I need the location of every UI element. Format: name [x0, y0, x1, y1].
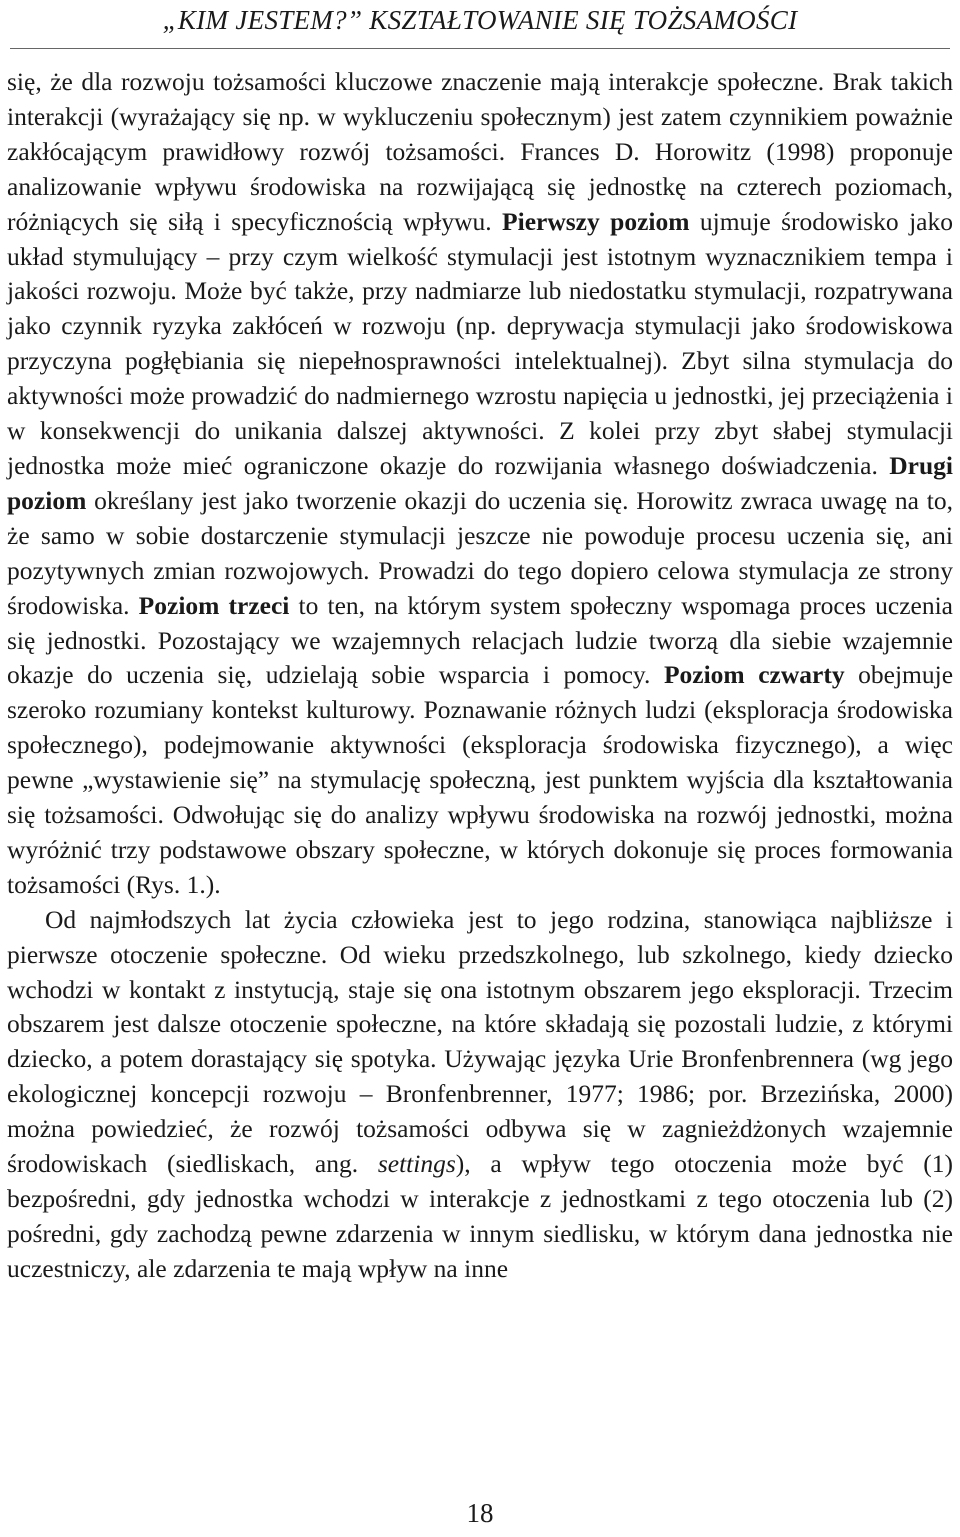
bold-term-first-level: Pierwszy poziom — [502, 206, 690, 236]
paragraph-1 — [7, 65, 953, 903]
italic-term-settings: settings — [377, 1149, 456, 1179]
paragraph-2 — [7, 903, 953, 1287]
body-text — [7, 65, 953, 1287]
bold-term-third-level: Poziom trzeci — [138, 590, 290, 620]
bold-term-second-level: Drugi poziom — [7, 450, 953, 515]
text-span: określany jest jako tworzenie okazji do uczenia się. Horowitz zwraca uwagę na to, że samo w sobie dostarczenie stymulacji jeszcze nie powoduje procesu uczenia się, ani pozytywnych zmian rozwojowych. Prowadzi do tego dopiero celowa stymulacja ze strony środowiska. — [7, 485, 953, 620]
page-number: 18 — [466, 1498, 494, 1528]
text-span: ), a wpływ tego otoczenia może być (1) bezpośredni, gdy jednostka wchodzi w interakcje z jednostkami z tego otoczenia lub (2) pośredni, gdy zachodzą pewne zdarzenia w innym siedlisku, w którym dana jednostka nie uczestniczy, ale zdarzenia te mają wpływ na inne — [7, 1149, 954, 1283]
text-span: się, że dla rozwoju tożsamości kluczowe znaczenie mają interakcje społeczne. Brak takich interakcji (wyrażający się np. w wykluczeniu społecznym) jest zatem czynnikiem poważnie zakłócającym prawidłowy rozwój tożsamości. Frances D. Horowitz (1998) proponuje analizowanie wpływu środowiska na rozwijającą się jednostkę na czterech poziomach, różniących się siłą i specyficznością wpływu. — [7, 67, 953, 236]
bold-term-fourth-level: Poziom czwarty — [663, 660, 845, 690]
text-span: ujmuje środowisko jako układ stymulujący – przy czym wielkość stymulacji jest istotnym wyznacznikiem tempa i jakości rozwoju. Może być także, przy nadmiarze lub niedostatku stymulacji, rozpatrywana jako czynnik ryzyka zakłóceń w rozwoju (np. deprywacja stymulacji jako środowiskowa przyczyna pogłębiania się niepełnosprawności intelektualnej). Zbyt silna stymulacja do aktywności może prowadzić do nadmiernego wzrostu napięcia u jednostki, jej przeciążenia i w konsekwencji do unikania dalszej aktywności. Z kolei przy zbyt słabej stymulacji jednostka może mieć ograniczone okazje do rozwijania własnego doświadczenia. — [7, 206, 953, 480]
running-header: „KIM JESTEM?” KSZTAŁTOWANIE SIĘ TOŻSAMOŚCI — [162, 5, 798, 35]
text-span: Od najmłodszych lat życia człowieka jest to jego rodzina, stanowiąca najbliższe i pierwsze otoczenie społeczne. Od wieku przedszkolnego, lub szkolnego, kiedy dziecko wchodzi w kontakt z instytucją, staje się ona istotnym obszarem jego eksploracji. Trzecim obszarem jest dalsze otoczenie społeczne, na które składają się pozostali ludzie, z którymi dziecko, a potem dorastający się spotyka. Używając języka Urie Bronfenbrennera (wg jego ekologicznej koncepcji rozwoju – Bronfenbrenner, 1977; 1986; por. Brzezińska, 2000) można powiedzieć, że rozwój tożsamości odbywa się w zagnieżdżonych wzajemnie środowiskach (siedliskach, ang. — [7, 904, 953, 1179]
text-span: to ten, na którym system społeczny wspomaga proces uczenia się jednostki. Pozostający we wzajemnych relacjach ludzie tworzą dla siebie wzajemnie okazje do uczenia się, udzielają sobie wsparcia i pomocy. — [7, 590, 953, 690]
header-rule — [10, 48, 950, 49]
text-span: obejmuje szeroko rozumiany kontekst kulturowy. Poznawanie różnych ludzi (eksploracja środowiska społecznego), podejmowanie aktywności (eksploracja środowiska fizycznego), a więc pewne „wystawienie się” na stymulację społeczną, jest punktem wyjścia dla kształtowania się tożsamości. Odwołując się do analizy wpływu środowiska na rozwój jednostki, można wyróżnić trzy podstawowe obszary społeczne, w których dokonuje się proces formowania tożsamości (Rys. 1.). — [7, 660, 954, 899]
